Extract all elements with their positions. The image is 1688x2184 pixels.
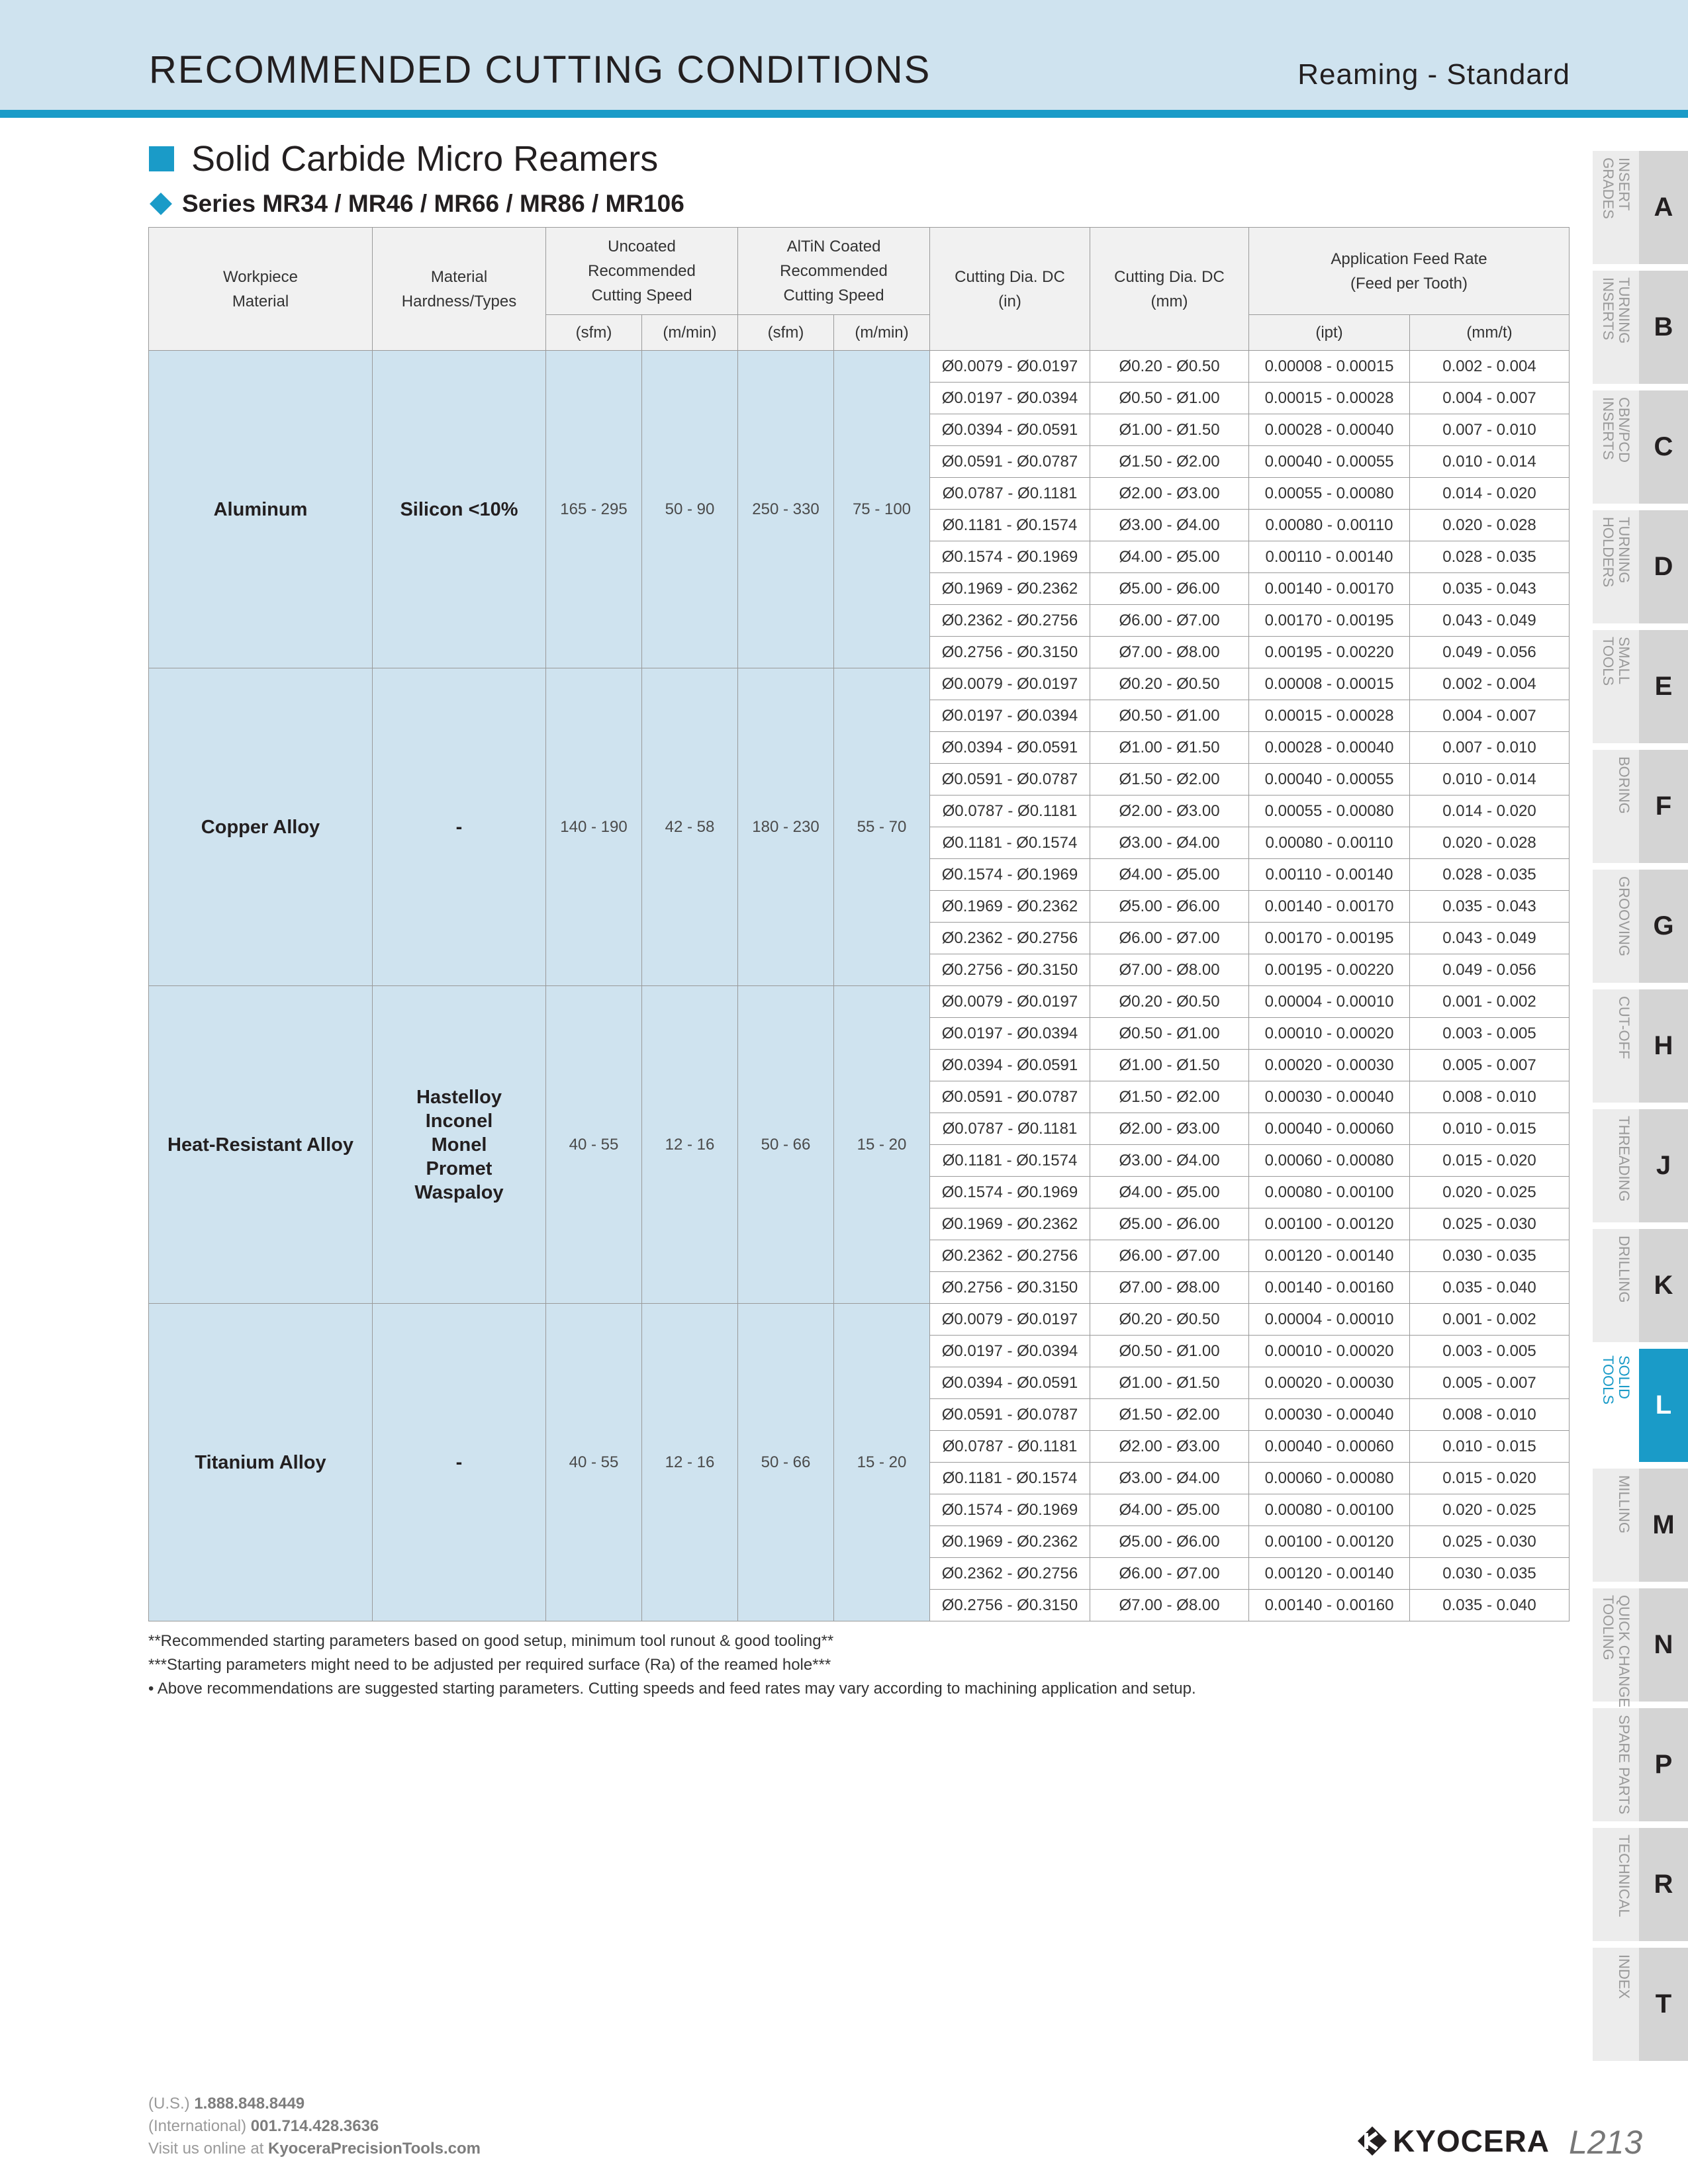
feed-ipt-cell: 0.00080 - 0.00100 [1249,1177,1410,1208]
tab-label: TECHNICAL [1616,1835,1632,1917]
header-feed: Application Feed Rate (Feed per Tooth) [1249,228,1570,315]
tab-t[interactable] [1593,1948,1688,2061]
uncoated-sfm-cell: 140 - 190 [546,668,642,986]
feed-ipt-cell: 0.00140 - 0.00170 [1249,573,1410,605]
feed-ipt-cell: 0.00080 - 0.00110 [1249,510,1410,541]
dia-in-cell: Ø0.0787 - Ø0.1181 [930,1113,1090,1145]
tab-letter: G [1639,870,1688,983]
footer-contact [148,2093,481,2160]
dia-mm-cell: Ø0.20 - Ø0.50 [1090,668,1249,700]
intl-phone-label: (International) [148,2117,251,2135]
altin-mmin-cell: 15 - 20 [834,1304,930,1621]
dia-mm-cell: Ø2.00 - Ø3.00 [1090,1431,1249,1463]
material-cell: Copper Alloy [149,668,373,986]
dia-in-cell: Ø0.1574 - Ø0.1969 [930,1494,1090,1526]
feed-ipt-cell: 0.00170 - 0.00195 [1249,605,1410,637]
note-1: **Recommended starting parameters based on good setup, minimum tool runout & good tooling** [148,1632,834,1650]
altin-sfm-cell: 50 - 66 [738,986,834,1304]
tab-n[interactable] [1593,1588,1688,1707]
altin-mmin-cell: 15 - 20 [834,986,930,1304]
feed-mmt-cell: 0.049 - 0.056 [1410,637,1570,668]
feed-mmt-cell: 0.025 - 0.030 [1410,1208,1570,1240]
dia-in-cell: Ø0.2362 - Ø0.2756 [930,1558,1090,1590]
feed-mmt-cell: 0.043 - 0.049 [1410,923,1570,954]
dia-mm-cell: Ø0.50 - Ø1.00 [1090,1018,1249,1050]
table-row [149,986,1570,1018]
dia-mm-cell: Ø3.00 - Ø4.00 [1090,827,1249,859]
dia-mm-cell: Ø0.50 - Ø1.00 [1090,1336,1249,1367]
feed-ipt-cell: 0.00120 - 0.00140 [1249,1240,1410,1272]
feed-mmt-cell: 0.030 - 0.035 [1410,1558,1570,1590]
tab-label: TURNING HOLDERS [1600,517,1632,588]
tab-label-box [1593,750,1639,863]
dia-mm-cell: Ø4.00 - Ø5.00 [1090,859,1249,891]
feed-mmt-cell: 0.007 - 0.010 [1410,732,1570,764]
dia-mm-cell: Ø1.50 - Ø2.00 [1090,1081,1249,1113]
feed-mmt-cell: 0.035 - 0.043 [1410,891,1570,923]
feed-mmt-cell: 0.010 - 0.014 [1410,446,1570,478]
tab-label: QUICK CHANGE TOOLING [1600,1595,1632,1707]
material-cell: Aluminum [149,351,373,668]
tab-label-box [1593,390,1639,504]
altin-sfm-cell: 180 - 230 [738,668,834,986]
header-uncoated: Uncoated Recommended Cutting Speed [546,228,738,315]
uncoated-sfm-cell: 40 - 55 [546,986,642,1304]
dia-mm-cell: Ø6.00 - Ø7.00 [1090,605,1249,637]
intl-phone[interactable]: 001.714.428.3636 [250,2117,379,2135]
dia-in-cell: Ø0.0394 - Ø0.0591 [930,1367,1090,1399]
feed-ipt-cell: 0.00110 - 0.00140 [1249,859,1410,891]
feed-mmt-cell: 0.049 - 0.056 [1410,954,1570,986]
website-link[interactable]: KyoceraPrecisionTools.com [268,2140,481,2158]
feed-ipt-cell: 0.00060 - 0.00080 [1249,1463,1410,1494]
dia-in-cell: Ø0.0197 - Ø0.0394 [930,383,1090,414]
square-bullet-icon [149,146,174,171]
header-unc-mmin: (m/min) [642,315,738,351]
dia-in-cell: Ø0.0591 - Ø0.0787 [930,1081,1090,1113]
dia-in-cell: Ø0.2756 - Ø0.3150 [930,637,1090,668]
tab-l[interactable] [1593,1349,1688,1462]
dia-mm-cell: Ø1.00 - Ø1.50 [1090,732,1249,764]
tab-label: TURNING INSERTS [1600,277,1632,344]
uncoated-mmin-cell: 12 - 16 [642,1304,738,1621]
uncoated-mmin-cell: 12 - 16 [642,986,738,1304]
feed-ipt-cell: 0.00140 - 0.00160 [1249,1590,1410,1621]
feed-ipt-cell: 0.00060 - 0.00080 [1249,1145,1410,1177]
tab-letter: R [1639,1828,1688,1941]
tab-label: GROOVING [1616,876,1632,957]
feed-mmt-cell: 0.020 - 0.028 [1410,510,1570,541]
altin-sfm-cell: 250 - 330 [738,351,834,668]
dia-in-cell: Ø0.0787 - Ø0.1181 [930,1431,1090,1463]
dia-mm-cell: Ø2.00 - Ø3.00 [1090,796,1249,827]
table-row [149,668,1570,700]
table-row [149,1304,1570,1336]
tab-g[interactable] [1593,870,1688,983]
feed-mmt-cell: 0.035 - 0.043 [1410,573,1570,605]
feed-mmt-cell: 0.028 - 0.035 [1410,541,1570,573]
dia-mm-cell: Ø0.20 - Ø0.50 [1090,1304,1249,1336]
feed-mmt-cell: 0.035 - 0.040 [1410,1590,1570,1621]
feed-mmt-cell: 0.001 - 0.002 [1410,986,1570,1018]
dia-in-cell: Ø0.1969 - Ø0.2362 [930,573,1090,605]
feed-mmt-cell: 0.010 - 0.015 [1410,1431,1570,1463]
feed-ipt-cell: 0.00040 - 0.00060 [1249,1431,1410,1463]
tab-letter: D [1639,510,1688,623]
feed-ipt-cell: 0.00195 - 0.00220 [1249,637,1410,668]
feed-ipt-cell: 0.00040 - 0.00060 [1249,1113,1410,1145]
notes [148,1629,1196,1701]
tab-letter: B [1639,271,1688,384]
feed-mmt-cell: 0.008 - 0.010 [1410,1081,1570,1113]
feed-mmt-cell: 0.008 - 0.010 [1410,1399,1570,1431]
tab-label-box [1593,1109,1639,1222]
kyocera-logo-icon [1357,2126,1387,2156]
dia-in-cell: Ø0.0079 - Ø0.0197 [930,351,1090,383]
tab-letter: T [1639,1948,1688,2061]
feed-ipt-cell: 0.00010 - 0.00020 [1249,1336,1410,1367]
dia-in-cell: Ø0.1969 - Ø0.2362 [930,1208,1090,1240]
header-hardness: Material Hardness/Types [373,228,546,351]
dia-in-cell: Ø0.0591 - Ø0.0787 [930,1399,1090,1431]
dia-in-cell: Ø0.0591 - Ø0.0787 [930,446,1090,478]
dia-in-cell: Ø0.0591 - Ø0.0787 [930,764,1090,796]
tab-label: DRILLING [1616,1236,1632,1303]
dia-in-cell: Ø0.0394 - Ø0.0591 [930,732,1090,764]
dia-mm-cell: Ø4.00 - Ø5.00 [1090,1177,1249,1208]
tab-e[interactable] [1593,630,1688,743]
diamond-bullet-icon [150,193,172,215]
tab-label: MILLING [1616,1475,1632,1534]
dia-in-cell: Ø0.0197 - Ø0.0394 [930,1018,1090,1050]
dia-mm-cell: Ø5.00 - Ø6.00 [1090,1208,1249,1240]
dia-mm-cell: Ø5.00 - Ø6.00 [1090,891,1249,923]
dia-mm-cell: Ø5.00 - Ø6.00 [1090,573,1249,605]
tab-label: INSERT GRADES [1600,158,1632,219]
section-title [149,136,658,182]
tab-letter: K [1639,1229,1688,1342]
dia-in-cell: Ø0.0394 - Ø0.0591 [930,414,1090,446]
note-2: ***Starting parameters might need to be adjusted per required surface (Ra) of the reamed hole*** [148,1656,831,1674]
tab-letter: H [1639,989,1688,1103]
feed-mmt-cell: 0.028 - 0.035 [1410,859,1570,891]
dia-in-cell: Ø0.1181 - Ø0.1574 [930,1463,1090,1494]
feed-ipt-cell: 0.00015 - 0.00028 [1249,383,1410,414]
feed-mmt-cell: 0.003 - 0.005 [1410,1018,1570,1050]
tab-label-box [1593,1828,1639,1941]
tab-label-box [1593,1948,1639,2061]
header-alt-sfm: (sfm) [738,315,834,351]
dia-mm-cell: Ø2.00 - Ø3.00 [1090,1113,1249,1145]
brand-name: KYOCERA [1393,2124,1550,2158]
dia-mm-cell: Ø1.50 - Ø2.00 [1090,446,1249,478]
altin-mmin-cell: 75 - 100 [834,351,930,668]
dia-mm-cell: Ø1.00 - Ø1.50 [1090,1367,1249,1399]
dia-mm-cell: Ø6.00 - Ø7.00 [1090,1240,1249,1272]
tab-k[interactable] [1593,1229,1688,1342]
dia-in-cell: Ø0.1181 - Ø0.1574 [930,510,1090,541]
tab-label-box [1593,989,1639,1103]
dia-in-cell: Ø0.1969 - Ø0.2362 [930,1526,1090,1558]
dia-in-cell: Ø0.1574 - Ø0.1969 [930,541,1090,573]
dia-in-cell: Ø0.2756 - Ø0.3150 [930,1590,1090,1621]
feed-mmt-cell: 0.010 - 0.014 [1410,764,1570,796]
tab-label-box [1593,1349,1639,1462]
tab-h[interactable] [1593,989,1688,1103]
uncoated-mmin-cell: 50 - 90 [642,351,738,668]
feed-mmt-cell: 0.025 - 0.030 [1410,1526,1570,1558]
dia-in-cell: Ø0.1969 - Ø0.2362 [930,891,1090,923]
feed-ipt-cell: 0.00080 - 0.00100 [1249,1494,1410,1526]
tab-f[interactable] [1593,750,1688,863]
feed-ipt-cell: 0.00170 - 0.00195 [1249,923,1410,954]
uncoated-mmin-cell: 42 - 58 [642,668,738,986]
feed-ipt-cell: 0.00030 - 0.00040 [1249,1081,1410,1113]
dia-in-cell: Ø0.0197 - Ø0.0394 [930,700,1090,732]
tab-label: INDEX [1616,1954,1632,1999]
series-text: Series MR34 / MR46 / MR66 / MR86 / MR106 [182,190,684,217]
feed-ipt-cell: 0.00140 - 0.00170 [1249,891,1410,923]
tab-letter: E [1639,630,1688,743]
tab-label-box [1593,630,1639,743]
feed-ipt-cell: 0.00140 - 0.00160 [1249,1272,1410,1304]
dia-in-cell: Ø0.1574 - Ø0.1969 [930,1177,1090,1208]
dia-mm-cell: Ø6.00 - Ø7.00 [1090,1558,1249,1590]
dia-in-cell: Ø0.1574 - Ø0.1969 [930,859,1090,891]
header-unc-sfm: (sfm) [546,315,642,351]
tab-label-box [1593,1229,1639,1342]
feed-mmt-cell: 0.030 - 0.035 [1410,1240,1570,1272]
feed-mmt-cell: 0.003 - 0.005 [1410,1336,1570,1367]
feed-ipt-cell: 0.00004 - 0.00010 [1249,1304,1410,1336]
tab-letter: C [1639,390,1688,504]
feed-ipt-cell: 0.00028 - 0.00040 [1249,414,1410,446]
tab-label-box [1593,1708,1639,1821]
header-dia-mm: Cutting Dia. DC (mm) [1090,228,1249,351]
header-ipt: (ipt) [1249,315,1410,351]
tab-label: SMALL TOOLS [1600,637,1632,686]
dia-mm-cell: Ø5.00 - Ø6.00 [1090,1526,1249,1558]
feed-mmt-cell: 0.005 - 0.007 [1410,1367,1570,1399]
material-cell: Titanium Alloy [149,1304,373,1621]
tab-label-box [1593,510,1639,623]
uncoated-sfm-cell: 165 - 295 [546,351,642,668]
tab-letter: J [1639,1109,1688,1222]
feed-ipt-cell: 0.00110 - 0.00140 [1249,541,1410,573]
dia-in-cell: Ø0.0787 - Ø0.1181 [930,796,1090,827]
feed-ipt-cell: 0.00028 - 0.00040 [1249,732,1410,764]
dia-in-cell: Ø0.2756 - Ø0.3150 [930,954,1090,986]
dia-mm-cell: Ø4.00 - Ø5.00 [1090,1494,1249,1526]
feed-ipt-cell: 0.00080 - 0.00110 [1249,827,1410,859]
feed-mmt-cell: 0.035 - 0.040 [1410,1272,1570,1304]
feed-mmt-cell: 0.014 - 0.020 [1410,478,1570,510]
tab-label: SOLID TOOLS [1600,1355,1632,1405]
dia-in-cell: Ø0.0394 - Ø0.0591 [930,1050,1090,1081]
page-title: RECOMMENDED CUTTING CONDITIONS [149,48,931,91]
feed-mmt-cell: 0.020 - 0.025 [1410,1494,1570,1526]
material-cell: Heat-Resistant Alloy [149,986,373,1304]
feed-mmt-cell: 0.007 - 0.010 [1410,414,1570,446]
feed-mmt-cell: 0.005 - 0.007 [1410,1050,1570,1081]
uncoated-sfm-cell: 40 - 55 [546,1304,642,1621]
dia-in-cell: Ø0.2362 - Ø0.2756 [930,605,1090,637]
dia-mm-cell: Ø4.00 - Ø5.00 [1090,541,1249,573]
tab-m[interactable] [1593,1469,1688,1582]
feed-ipt-cell: 0.00004 - 0.00010 [1249,986,1410,1018]
dia-mm-cell: Ø1.00 - Ø1.50 [1090,414,1249,446]
hardness-cell: - [373,668,546,986]
tab-label-box [1593,1588,1639,1707]
dia-mm-cell: Ø2.00 - Ø3.00 [1090,478,1249,510]
series-heading [149,188,684,220]
page-subtitle: Reaming - Standard [1297,58,1570,91]
dia-mm-cell: Ø1.00 - Ø1.50 [1090,1050,1249,1081]
tab-label: THREADING [1616,1116,1632,1202]
dia-in-cell: Ø0.2362 - Ø0.2756 [930,1240,1090,1272]
feed-mmt-cell: 0.014 - 0.020 [1410,796,1570,827]
cutting-conditions-table [148,227,1569,1621]
dia-in-cell: Ø0.1181 - Ø0.1574 [930,1145,1090,1177]
dia-mm-cell: Ø1.50 - Ø2.00 [1090,764,1249,796]
feed-ipt-cell: 0.00020 - 0.00030 [1249,1050,1410,1081]
feed-ipt-cell: 0.00055 - 0.00080 [1249,796,1410,827]
feed-mmt-cell: 0.020 - 0.025 [1410,1177,1570,1208]
tab-label-box [1593,151,1639,264]
header-dia-in: Cutting Dia. DC (in) [930,228,1090,351]
feed-ipt-cell: 0.00030 - 0.00040 [1249,1399,1410,1431]
tab-r[interactable] [1593,1828,1688,1941]
tab-label: CUT-OFF [1616,996,1632,1060]
feed-ipt-cell: 0.00195 - 0.00220 [1249,954,1410,986]
dia-in-cell: Ø0.2362 - Ø0.2756 [930,923,1090,954]
tab-label-box [1593,271,1639,384]
page-number: L213 [1569,2124,1643,2161]
feed-ipt-cell: 0.00020 - 0.00030 [1249,1367,1410,1399]
dia-in-cell: Ø0.1181 - Ø0.1574 [930,827,1090,859]
feed-mmt-cell: 0.015 - 0.020 [1410,1463,1570,1494]
feed-ipt-cell: 0.00120 - 0.00140 [1249,1558,1410,1590]
us-phone-label: (U.S.) [148,2095,195,2113]
table-row [149,351,1570,383]
dia-in-cell: Ø0.0079 - Ø0.0197 [930,1304,1090,1336]
dia-in-cell: Ø0.0079 - Ø0.0197 [930,986,1090,1018]
feed-ipt-cell: 0.00100 - 0.00120 [1249,1526,1410,1558]
dia-mm-cell: Ø7.00 - Ø8.00 [1090,1272,1249,1304]
tab-letter: P [1639,1708,1688,1821]
section-title-text: Solid Carbide Micro Reamers [191,139,659,179]
dia-mm-cell: Ø3.00 - Ø4.00 [1090,1145,1249,1177]
dia-in-cell: Ø0.0787 - Ø0.1181 [930,478,1090,510]
tab-label-box [1593,870,1639,983]
tab-letter: M [1639,1469,1688,1582]
section-tabs [1593,151,1688,2068]
tab-b[interactable] [1593,271,1688,384]
altin-mmin-cell: 55 - 70 [834,668,930,986]
feed-ipt-cell: 0.00040 - 0.00055 [1249,764,1410,796]
dia-mm-cell: Ø3.00 - Ø4.00 [1090,1463,1249,1494]
feed-mmt-cell: 0.015 - 0.020 [1410,1145,1570,1177]
us-phone[interactable]: 1.888.848.8449 [194,2095,305,2113]
tab-label: SPARE PARTS [1616,1715,1632,1815]
altin-sfm-cell: 50 - 66 [738,1304,834,1621]
dia-mm-cell: Ø7.00 - Ø8.00 [1090,637,1249,668]
feed-ipt-cell: 0.00008 - 0.00015 [1249,668,1410,700]
feed-mmt-cell: 0.010 - 0.015 [1410,1113,1570,1145]
tab-p[interactable] [1593,1708,1688,1821]
dia-mm-cell: Ø7.00 - Ø8.00 [1090,1590,1249,1621]
feed-mmt-cell: 0.001 - 0.002 [1410,1304,1570,1336]
feed-ipt-cell: 0.00100 - 0.00120 [1249,1208,1410,1240]
tab-a[interactable] [1593,151,1688,264]
feed-ipt-cell: 0.00010 - 0.00020 [1249,1018,1410,1050]
dia-in-cell: Ø0.2756 - Ø0.3150 [930,1272,1090,1304]
hardness-cell: Silicon <10% [373,351,546,668]
note-3: • Above recommendations are suggested starting parameters. Cutting speeds and feed rates may vary according to machining application and setup. [148,1680,1196,1698]
table-body [149,351,1570,1621]
tab-label: BORING [1616,756,1632,814]
hardness-cell: - [373,1304,546,1621]
dia-mm-cell: Ø0.20 - Ø0.50 [1090,986,1249,1018]
tab-label-box [1593,1469,1639,1582]
dia-mm-cell: Ø3.00 - Ø4.00 [1090,510,1249,541]
kyocera-logo [1357,2123,1550,2159]
dia-mm-cell: Ø6.00 - Ø7.00 [1090,923,1249,954]
dia-in-cell: Ø0.0079 - Ø0.0197 [930,668,1090,700]
tab-letter: A [1639,151,1688,264]
tab-letter: F [1639,750,1688,863]
feed-mmt-cell: 0.004 - 0.007 [1410,383,1570,414]
header-altin: AlTiN Coated Recommended Cutting Speed [738,228,930,315]
tab-letter: L [1639,1349,1688,1462]
dia-mm-cell: Ø0.20 - Ø0.50 [1090,351,1249,383]
feed-ipt-cell: 0.00055 - 0.00080 [1249,478,1410,510]
dia-mm-cell: Ø7.00 - Ø8.00 [1090,954,1249,986]
dia-in-cell: Ø0.0197 - Ø0.0394 [930,1336,1090,1367]
feed-mmt-cell: 0.004 - 0.007 [1410,700,1570,732]
website-label: Visit us online at [148,2140,268,2158]
header-rule [0,110,1688,118]
header-mmt: (mm/t) [1410,315,1570,351]
dia-mm-cell: Ø1.50 - Ø2.00 [1090,1399,1249,1431]
feed-ipt-cell: 0.00015 - 0.00028 [1249,700,1410,732]
tab-c[interactable] [1593,390,1688,504]
dia-mm-cell: Ø0.50 - Ø1.00 [1090,383,1249,414]
header-workpiece: Workpiece Material [149,228,373,351]
feed-ipt-cell: 0.00008 - 0.00015 [1249,351,1410,383]
feed-mmt-cell: 0.002 - 0.004 [1410,351,1570,383]
tab-j[interactable] [1593,1109,1688,1222]
hardness-cell: Hastelloy Inconel Monel Promet Waspaloy [373,986,546,1304]
feed-ipt-cell: 0.00040 - 0.00055 [1249,446,1410,478]
feed-mmt-cell: 0.002 - 0.004 [1410,668,1570,700]
tab-label: CBN/PCD INSERTS [1600,397,1632,463]
feed-mmt-cell: 0.020 - 0.028 [1410,827,1570,859]
header-alt-mmin: (m/min) [834,315,930,351]
feed-mmt-cell: 0.043 - 0.049 [1410,605,1570,637]
tab-letter: N [1639,1588,1688,1702]
dia-mm-cell: Ø0.50 - Ø1.00 [1090,700,1249,732]
tab-d[interactable] [1593,510,1688,623]
